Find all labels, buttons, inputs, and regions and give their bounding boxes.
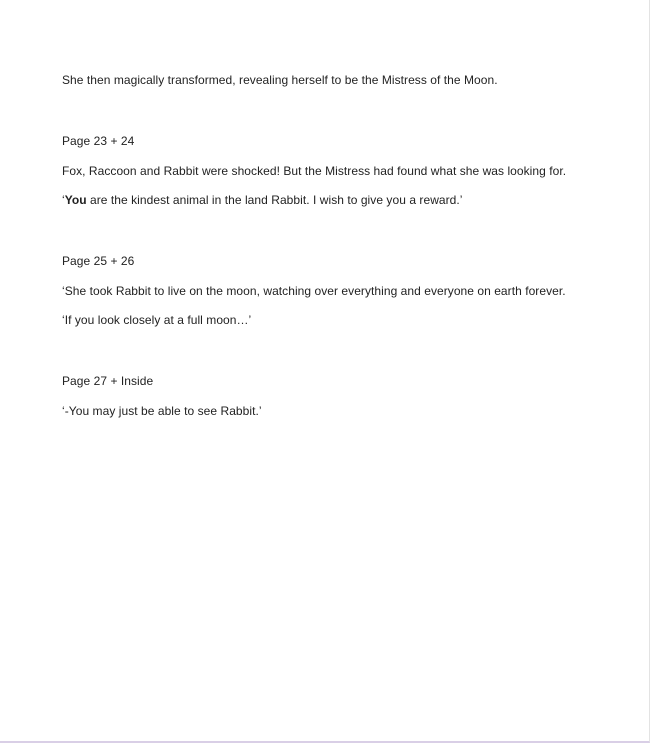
paragraph-mistress-reveal: She then magically transformed, revealing herself to be the Mistress of the Moon.	[62, 73, 498, 87]
paragraph-see-rabbit: ‘-You may just be able to see Rabbit.’	[62, 404, 262, 418]
paragraph-shocked: Fox, Raccoon and Rabbit were shocked! But the Mistress had found what she was looking for.	[62, 164, 567, 178]
page-heading-27-inside: Page 27 + Inside	[62, 374, 154, 388]
paragraph-full-moon: ‘If you look closely at a full moon…’	[62, 313, 252, 327]
page-heading-23-24: Page 23 + 24	[62, 134, 135, 148]
document-body	[62, 72, 567, 420]
quote-rest-text: are the kindest animal in the land Rabbit. I wish to give you a reward.’	[86, 193, 463, 207]
quote-open-mark: ‘	[62, 193, 65, 207]
paragraph-kindest-animal	[62, 192, 567, 209]
bold-you-text: You	[64, 193, 87, 207]
paragraph-live-on-moon: ‘She took Rabbit to live on the moon, watching over everything and everyone on earth forever.	[62, 284, 566, 298]
page-heading-25-26: Page 25 + 26	[62, 254, 135, 268]
